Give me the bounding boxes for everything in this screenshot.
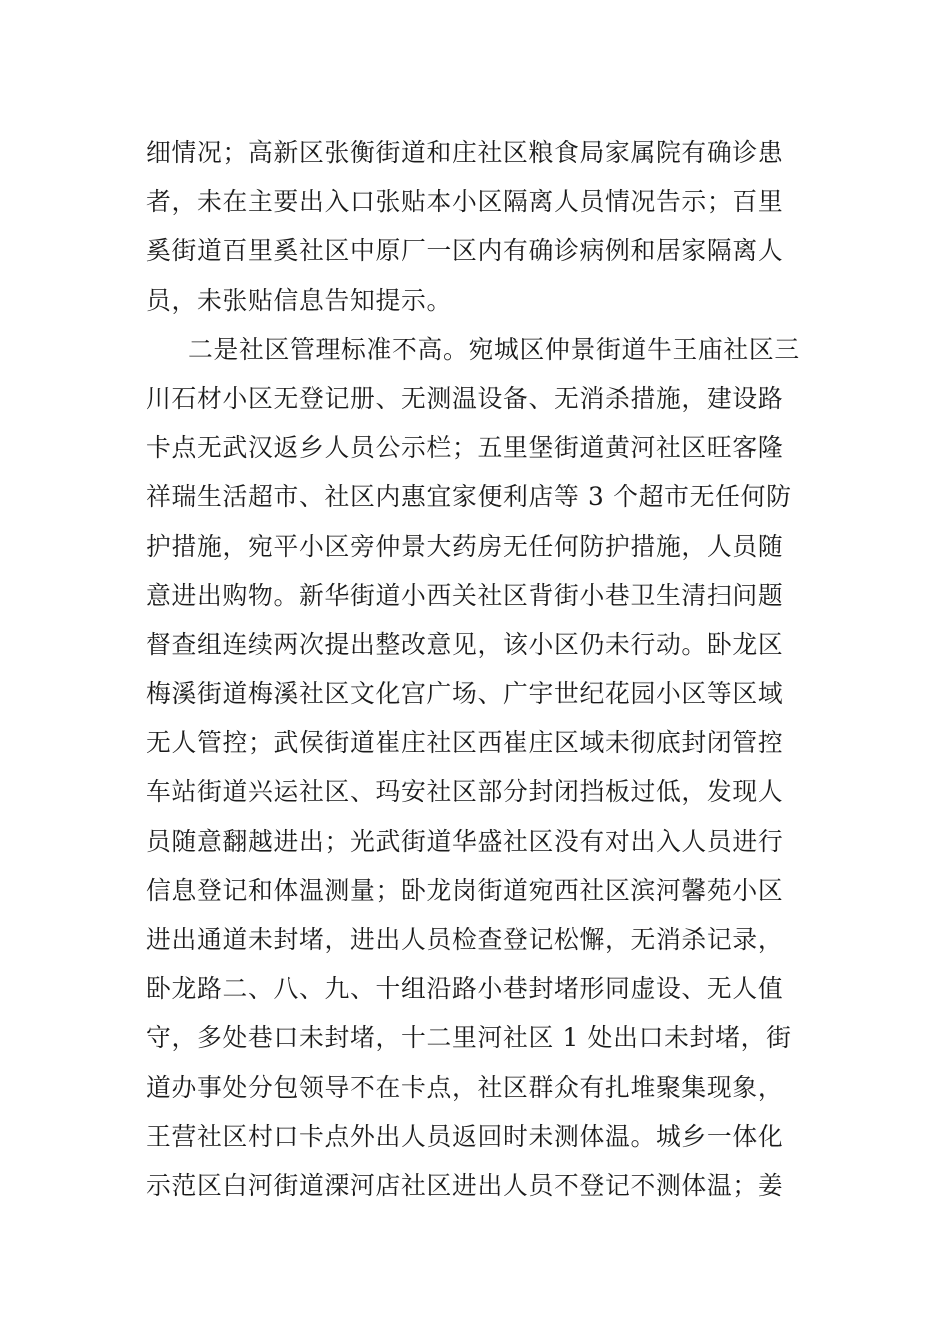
text-line: 道办事处分包领导不在卡点，社区群众有扎堆聚集现象， <box>146 1072 784 1102</box>
text-line: 王营社区村口卡点外出人员返回时未测体温。城乡一体化 <box>146 1121 784 1151</box>
text-line: 督查组连续两次提出整改意见，该小区仍未行动。卧龙区 <box>146 629 784 659</box>
text-line: 信息登记和体温测量；卧龙岗街道宛西社区滨河馨苑小区 <box>146 875 784 905</box>
text-line: 梅溪街道梅溪社区文化宫广场、广宇世纪花园小区等区域 <box>146 679 784 709</box>
text-line: 护措施，宛平小区旁仲景大药房无任何防护措施，人员随 <box>146 531 784 561</box>
text-line: 守，多处巷口未封堵，十二里河社区 1 处出口未封堵，街 <box>146 1023 792 1053</box>
text-line: 示范区白河街道溧河店社区进出人员不登记不测体温；姜 <box>146 1170 784 1200</box>
text-line: 祥瑞生活超市、社区内惠宜家便利店等 3 个超市无任何防 <box>146 482 792 512</box>
text-line: 川石材小区无登记册、无测温设备、无消杀措施，建设路 <box>146 383 784 413</box>
text-line: 卡点无武汉返乡人员公示栏；五里堡街道黄河社区旺客隆 <box>146 433 784 463</box>
text-line: 细情况；高新区张衡街道和庄社区粮食局家属院有确诊患 <box>146 138 784 167</box>
text-line: 无人管控；武侯街道崔庄社区西崔庄区域未彻底封闭管控 <box>146 728 784 758</box>
text-line: 意进出购物。新华街道小西关社区背街小巷卫生清扫问题 <box>146 580 784 610</box>
body-text <box>146 128 816 1210</box>
text-line: 员随意翻越进出；光武街道华盛社区没有对出入人员进行 <box>146 826 784 856</box>
text-line: 奚街道百里奚社区中原厂一区内有确诊病例和居家隔离人 <box>146 236 784 266</box>
paragraph-start-line: 二是社区管理标准不高。宛城区仲景街道牛王庙社区三 <box>188 334 800 364</box>
text-line: 车站街道兴运社区、玛安社区部分封闭挡板过低，发现人 <box>146 777 784 807</box>
text-line: 进出通道未封堵，进出人员检查登记松懈，无消杀记录， <box>146 925 784 954</box>
text-line: 者，未在主要出入口张贴本小区隔离人员情况告示；百里 <box>146 187 784 217</box>
text-line: 卧龙路二、八、九、十组沿路小巷封堵形同虚设、无人值 <box>146 974 784 1004</box>
text-line: 员，未张贴信息告知提示。 <box>146 285 452 315</box>
